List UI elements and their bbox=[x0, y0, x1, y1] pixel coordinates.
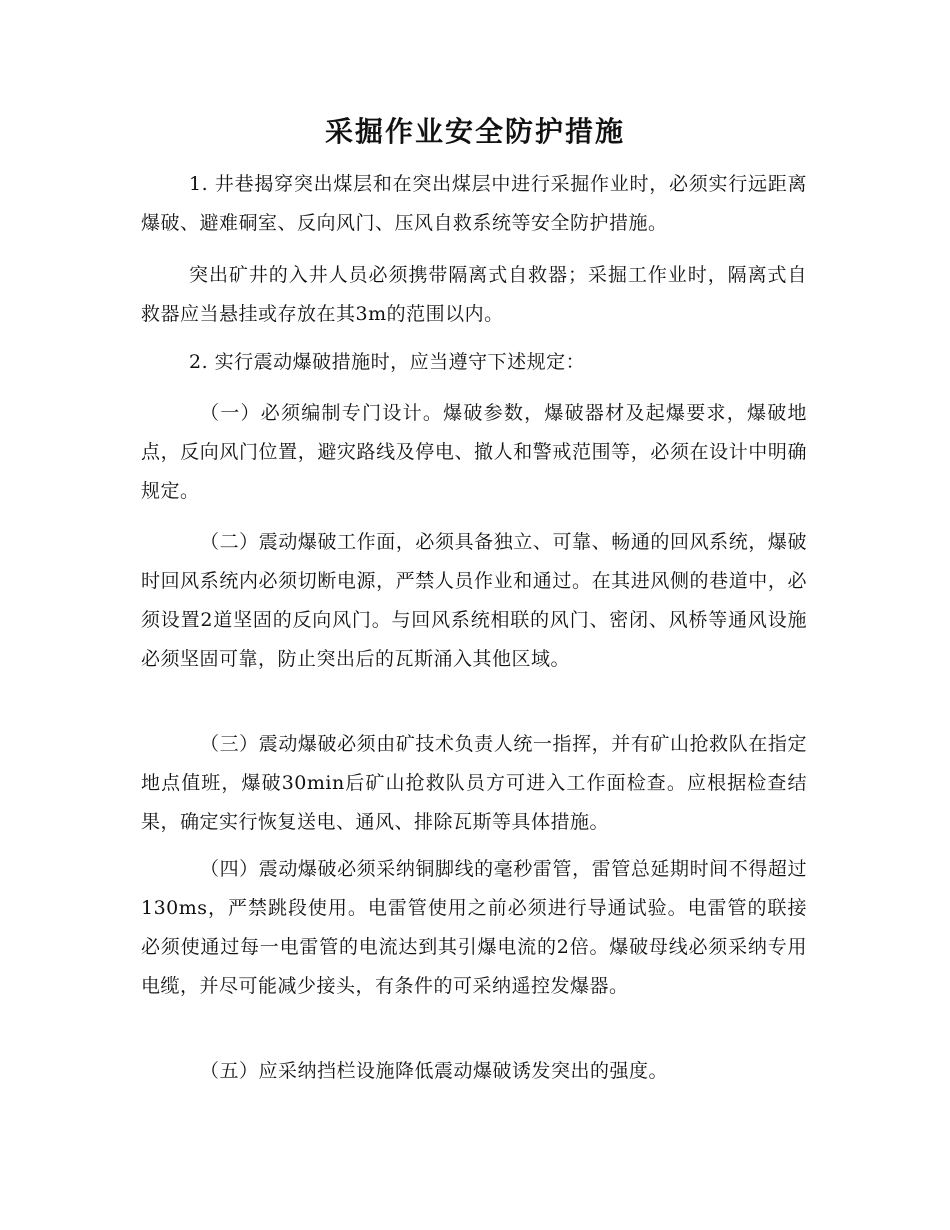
paragraph-8: （五）应采纳挡栏设施降低震动爆破诱发突出的强度。 bbox=[200, 1060, 669, 1082]
paragraph-4: （一）必须编制专门设计。爆破参数，爆破器材及起爆要求，爆破地点，反向风门位置，避灾路线及停电、撤人和警戒范围等，必须在设计中明确规定。 bbox=[141, 402, 807, 502]
paragraph-7: （四）震动爆破必须采纳铜脚线的毫秒雷管，雷管总延期时间不得超过130ms，严禁跳段使用。电雷管使用之前必须进行导通试验。电雷管的联接必须使通过每一电雷管的电流达到其引爆电流的2倍。爆破母线必须采纳专用电缆，并尽可能减少接头，有条件的可采纳遥控发爆器。 bbox=[141, 858, 807, 997]
document-title: 采掘作业安全防护措施 bbox=[324, 115, 625, 148]
paragraph-5: （二）震动爆破工作面，必须具备独立、可靠、畅通的回风系统，爆破时回风系统内必须切断电源，严禁人员作业和通过。在其进风侧的巷道中，必须设置2道坚固的反向风门。与回风系统相联的风门、密闭、风桥等通风设施必须坚固可靠，防止突出后的瓦斯涌入其他区域。 bbox=[141, 531, 807, 670]
paragraph-2: 突出矿井的入井人员必须携带隔离式自救器；采掘工作业时，隔离式自救器应当悬挂或存放在其3m的范围以内。 bbox=[141, 264, 807, 325]
paragraph-1: 1. 井巷揭穿突出煤层和在突出煤层中进行采掘作业时，必须实行远距离爆破、避难硐室、反向风门、压风自救系统等安全防护措施。 bbox=[141, 173, 807, 234]
paragraph-6: （三）震动爆破必须由矿技术负责人统一指挥，并有矿山抢救队在指定地点值班，爆破30min后矿山抢救队员方可进入工作面检查。应根据检查结果，确定实行恢复送电、通风、排除瓦斯等具体措施。 bbox=[141, 733, 807, 833]
paragraph-3: 2. 实行震动爆破措施时，应当遵守下述规定： bbox=[189, 351, 586, 373]
